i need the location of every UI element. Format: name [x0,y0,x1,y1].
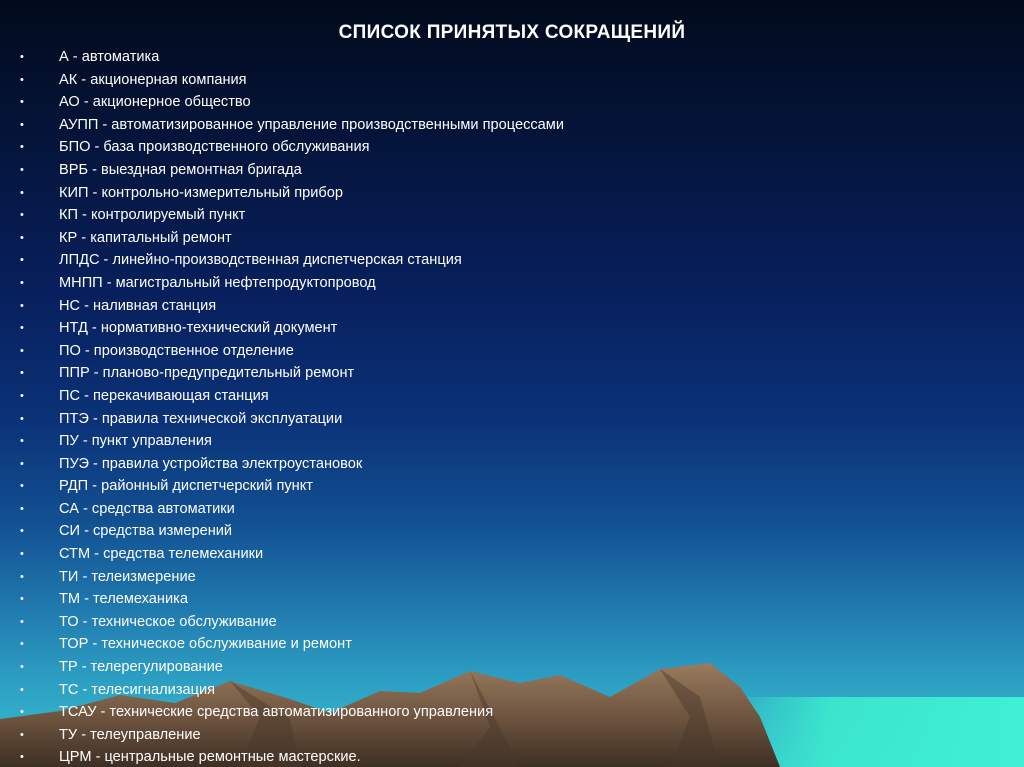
bullet-icon: • [20,344,24,357]
list-item [0,204,564,227]
list-item-text: ПО - производственное отделение [59,342,294,359]
list-item-text: ПС - перекачивающая станция [59,387,269,404]
list-item [0,453,564,476]
bullet-icon: • [20,96,24,109]
list-item-text: БПО - база производственного обслуживания [59,139,370,156]
bullet-icon: • [20,322,24,335]
list-item-text: НС - наливная станция [59,297,217,314]
list-item-text: СИ - средства измерений [59,523,233,540]
list-item-text: КИП - контрольно-измерительный прибор [59,184,343,201]
list-item-text: ПУ - пункт управления [59,433,212,450]
bullet-icon: • [20,299,24,312]
list-item-text: ПУЭ - правила устройства электроустановок [59,455,363,472]
list-item-text: ТСАУ - технические средства автоматизированного управления [59,704,494,721]
bullet-icon: • [20,570,24,583]
bullet-icon: • [20,367,24,380]
list-item [0,679,564,702]
list-item [0,611,564,634]
list-item [0,633,564,656]
list-item-text: ТО - техническое обслуживание [59,613,277,630]
list-item-text: РДП - районный диспетчерский пункт [59,478,313,495]
abbreviations-list [0,46,564,767]
list-item [0,136,564,159]
list-item-text: СТМ - средства телемеханики [59,546,264,563]
list-item-text: ППР - планово-предупредительный ремонт [59,365,355,382]
list-item [0,91,564,114]
list-item-text: СА - средства автоматики [59,500,235,517]
bullet-icon: • [20,706,24,719]
list-item [0,588,564,611]
list-item [0,340,564,363]
bullet-icon: • [20,209,24,222]
list-item [0,724,564,747]
list-item [0,362,564,385]
list-item [0,475,564,498]
list-item-text: ЛПДС - линейно-производственная диспетчерская станция [59,252,462,269]
bullet-icon: • [20,254,24,267]
list-item [0,408,564,431]
list-item-text: ТОР - техническое обслуживание и ремонт [59,636,352,653]
list-item-text: ВРБ - выездная ремонтная бригада [59,161,302,178]
list-item [0,317,564,340]
list-item-text: ТМ - телемеханика [59,591,188,608]
bullet-icon: • [20,502,24,515]
list-item [0,249,564,272]
bullet-icon: • [20,548,24,561]
bullet-icon: • [20,276,24,289]
bullet-icon: • [20,73,24,86]
bullet-icon: • [20,457,24,470]
list-item [0,701,564,724]
list-item [0,227,564,250]
list-item-text: АО - акционерное общество [59,94,251,111]
list-item [0,385,564,408]
list-item [0,182,564,205]
bullet-icon: • [20,615,24,628]
list-item-text: НТД - нормативно-технический документ [59,320,338,337]
page-title: СПИСОК ПРИНЯТЫХ СОКРАЩЕНИЙ [338,22,686,43]
list-item [0,656,564,679]
list-item-text: ЦРМ - центральные ремонтные мастерские. [59,749,361,766]
list-item-text: КР - капитальный ремонт [59,229,232,246]
list-item-text: АК - акционерная компания [59,71,247,88]
list-item [0,159,564,182]
list-item-text: КП - контролируемый пункт [59,207,246,224]
bullet-icon: • [20,638,24,651]
bullet-icon: • [20,412,24,425]
list-item-text: МНПП - магистральный нефтепродуктопровод [59,274,376,291]
list-item [0,272,564,295]
bullet-icon: • [20,186,24,199]
bullet-icon: • [20,118,24,131]
bullet-icon: • [20,728,24,741]
list-item [0,520,564,543]
list-item [0,543,564,566]
bullet-icon: • [20,435,24,448]
bullet-icon: • [20,51,24,63]
list-item [0,430,564,453]
bullet-icon: • [20,751,24,764]
list-item [0,114,564,137]
list-item-text: ПТЭ - правила технической эксплуатации [59,410,343,427]
bullet-icon: • [20,525,24,538]
list-item-text: ТИ - телеизмерение [59,568,196,585]
bullet-icon: • [20,163,24,176]
list-item-text: ТС - телесигнализация [59,681,216,698]
list-item-text: ТР - телерегулирование [59,659,223,676]
bullet-icon: • [20,683,24,696]
bullet-icon: • [20,231,24,244]
list-item [0,498,564,521]
list-item [0,295,564,318]
list-item [0,46,564,69]
list-item-text: А - автоматика [59,49,160,65]
list-item-text: АУПП - автоматизированное управление производственными процессами [59,116,564,133]
list-item [0,746,564,767]
list-item-text: ТУ - телеуправление [59,726,201,743]
bullet-icon: • [20,480,24,493]
list-item [0,69,564,92]
bullet-icon: • [20,141,24,154]
bullet-icon: • [20,661,24,674]
list-item [0,566,564,589]
bullet-icon: • [20,593,24,606]
bullet-icon: • [20,389,24,402]
